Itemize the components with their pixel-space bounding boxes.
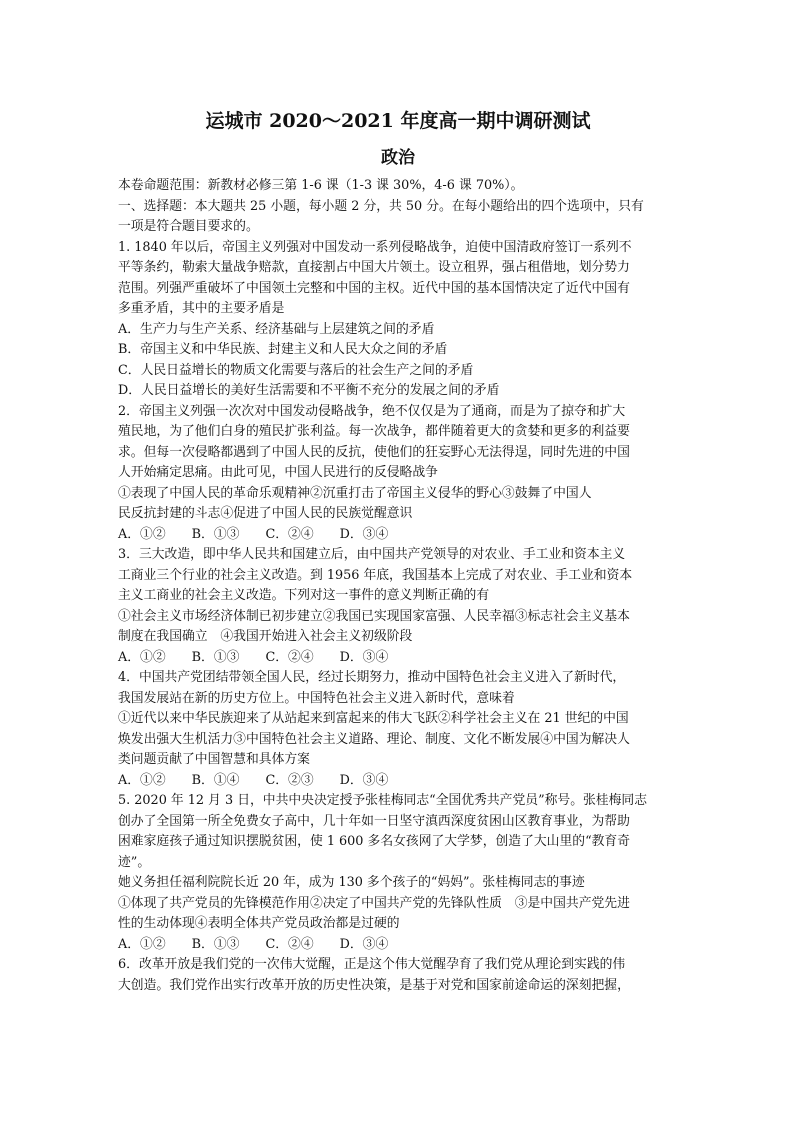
question-4 (118, 668, 678, 791)
question-3 (118, 545, 678, 668)
question-1 (118, 238, 678, 402)
question-text-line: 创办了全国第一所全免费女子高中，几十年如一日坚守滇西深度贫困山区教育事业，为帮助 (118, 813, 630, 829)
question-text-line: 求。但每一次侵略都遇到了中国人民的反抗，使他们的狂妄野心无法得逞，同时先进的中国 (118, 444, 630, 460)
question-text-line: 6．改革开放是我们党的一次伟大觉醒，正是这个伟大觉醒孕育了我们党从理论到实践的伟 (118, 957, 626, 972)
question-6 (118, 955, 678, 996)
section-instructions-cont: 一项是符合题目要求的。 (118, 219, 259, 234)
question-text-line: 范围。列强严重破坏了中国领土完整和中国的主权。近代中国的基本国情决定了近代中国有 (118, 280, 630, 296)
option-b: B．①③ (191, 649, 240, 665)
question-text-line: 4．中国共产党团结带领全国人民，经过长期努力，推动中国特色社会主义进入了新时代， (118, 670, 626, 685)
option-d: D．③④ (339, 772, 389, 788)
question-text-line: 平等条约，勒索大量战争赔款，直接割占中国大片领土。设立租界，强占租借地，划分势力 (118, 260, 630, 275)
question-text-line: 主义工商业的社会主义改造。下列对这一事件的意义判断正确的有 (118, 588, 490, 603)
statement-line: 性的生动体现④表明全体共产党员政治都是过硬的 (118, 916, 400, 931)
option-b: B．①③ (191, 526, 240, 542)
question-text-line: 我国发展站在新的历史方位上。中国特色社会主义进入新时代，意味着 (118, 690, 515, 706)
option-c: C．②④ (265, 936, 314, 952)
answer-options (118, 525, 678, 546)
question-text-line: 迹”。 (118, 854, 151, 870)
option-a: A．①② (118, 649, 166, 665)
exam-page (118, 100, 678, 996)
question-text-line: 1. 1840 年以后，帝国主义列强对中国发动一系列侵略战争，迫使中国清政府签订一系列不 (118, 239, 632, 255)
option-d: D．③④ (339, 526, 389, 542)
option-a: A．①② (118, 772, 166, 788)
question-text-line: 工商业三个行业的社会主义改造。到 1956 年底，我国基本上完成了对农业、手工业和资本 (118, 567, 633, 583)
question-text-line: 多重矛盾，其中的主要矛盾是 (118, 301, 285, 316)
statement-line: ①体现了共产党员的先锋模范作用②决定了中国共产党的先锋队性质 ③是中国共产党先进 (118, 895, 630, 911)
statement-line: 类问题贡献了中国智慧和具体方案 (118, 752, 310, 767)
statement-line: ①近代以来中华民族迎来了从站起来到富起来的伟大飞跃②科学社会主义在 21 世纪的中国 (118, 711, 629, 726)
option-b: B．①④ (191, 772, 240, 788)
option-a: A．生产力与生产关系、经济基础与上层建筑之间的矛盾 (118, 321, 435, 337)
question-text-line: 2．帝国主义列强一次次对中国发动侵略战争，绝不仅仅是为了通商，而是为了掠夺和扩大 (118, 403, 626, 419)
option-b: B．帝国主义和中华民族、封建主义和人民大众之间的矛盾 (118, 342, 448, 357)
option-b: B．①③ (191, 936, 240, 952)
question-text-line: 大创造。我们党作出实行改革开放的历史性决策，是基于对党和国家前途命运的深刻把握， (118, 977, 630, 993)
subject-title: 政治 (381, 148, 415, 168)
question-2 (118, 402, 678, 546)
question-text-line: 困难家庭孩子通过知识摆脱贫困，使 1 600 多名女孩网了大学梦，创造了大山里的“教育奇 (118, 834, 630, 849)
answer-options (118, 771, 678, 792)
answer-options (118, 648, 678, 669)
option-d: D．③④ (339, 936, 389, 952)
statement-line: ①社会主义市场经济体制已初步建立②我国已实现国家富强、人民幸福③标志社会主义基本 (118, 608, 630, 624)
statement-line: 制度在我国确立 ④我国开始进入社会主义初级阶段 (118, 629, 413, 644)
statement-line: ①表现了中国人民的革命乐观精神②沉重打击了帝国主义侵华的野心③鼓舞了中国人 (118, 485, 592, 501)
option-a: A．①② (118, 526, 166, 542)
exam-scope: 本卷命题范围：新教材必修三第 1-6 课（1-3 课 30%，4-6 课 70%）。 (118, 178, 524, 193)
answer-options (118, 935, 678, 956)
option-a: A．①② (118, 936, 166, 952)
statement-line: 民反抗封建的斗志④促进了中国人民的民族觉醒意识 (118, 506, 413, 521)
option-c: C．②④ (265, 649, 314, 665)
question-text-line: 5. 2020 年 12 月 3 日，中共中央决定授予张桂梅同志“全国优秀共产党员”称号。张桂梅同志 (118, 793, 647, 808)
section-instructions: 一、选择题：本大题共 25 小题，每小题 2 分，共 50 分。在每小题给出的四个选项中，只有 (118, 198, 644, 214)
option-d: D．③④ (339, 649, 389, 665)
question-text-line: 殖民地，为了他们白身的殖民扩张利益。每一次战争，都伴随着更大的贪婪和更多的利益要 (118, 424, 630, 439)
question-text-line: 她义务担任福利院院长近 20 年，成为 130 多个孩子的“妈妈”。张桂梅同志的事迹 (118, 875, 585, 890)
question-5 (118, 791, 678, 955)
statement-line: 焕发出强大生机活力③中国特色社会主义道路、理论、制度、文化不断发展④中国为解决人 (118, 731, 630, 747)
option-c: C．②③ (265, 772, 314, 788)
option-c: C．人民日益增长的物质文化需要与落后的社会生产之间的矛盾 (118, 362, 474, 378)
question-text-line: 3．三大改造，即中华人民共和国建立后，由中国共产党领导的对农业、手工业和资本主义 (118, 547, 626, 562)
option-d: D．人民日益增长的美好生活需要和不平衡不充分的发展之间的矛盾 (118, 383, 500, 398)
exam-title: 运城市 2020～2021 年度高一期中调研测试 (205, 110, 591, 132)
question-text-line: 人开始痛定思痛。由此可见，中国人民进行的反侵略战争 (118, 465, 438, 480)
option-c: C．②④ (265, 526, 314, 542)
